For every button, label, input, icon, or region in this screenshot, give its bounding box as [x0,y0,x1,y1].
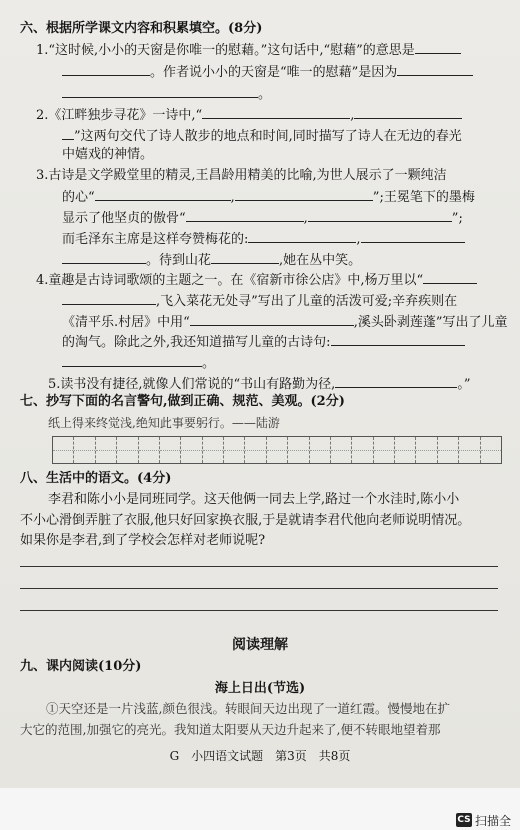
blank [331,332,465,346]
q3-line-4: 而毛泽东主席是这样夸赞梅花的: , [62,229,465,249]
s8-paragraph-line-3: 如果你是李君,到了学校会怎样对老师说呢? [20,533,266,548]
s8-paragraph-line-2: 不小心滑倒弄脏了衣服,他只好回家换衣服,于是就请李君代他向老师说明情况。 [20,513,471,528]
section-8-title: 八、生活中的语文。(4分) [20,471,172,486]
blank [202,105,350,119]
writing-box[interactable] [352,437,373,463]
q4-line-5: 。 [62,353,215,373]
q1-line-3: 。 [62,84,271,104]
writing-box[interactable] [203,437,224,463]
writing-box[interactable] [438,437,459,463]
blank [335,374,457,388]
writing-box[interactable] [74,437,95,463]
viewer-bottom-bar [0,788,520,830]
q1-line-2: 。作者说小小的天窗是“唯一的慰藉”是因为 [62,62,473,82]
blank [62,250,146,264]
q3-line-5: 。待到山花 ,她在丛中笑。 [62,250,361,270]
q4-line-3: 《清平乐.村居》中用“ ,溪头卧剥莲蓬”写出了儿童 [62,312,508,332]
q2-line-3: 中嬉戏的神情。 [62,147,154,162]
blank [190,312,354,326]
answer-line[interactable] [20,588,498,589]
q3-line-3: 显示了他坚贞的傲骨“ , ”; [62,208,463,228]
blank [423,270,477,284]
page-footer: G 小四语文试题 第3页 共8页 [169,749,351,763]
blank [415,40,461,54]
blank [361,229,465,243]
q2-line-2: ”这两句交代了诗人散步的地点和时间,同时描写了诗人在无边的春光 [62,126,462,146]
camscanner-watermark [456,811,520,829]
writing-box[interactable] [481,437,501,463]
writing-box[interactable] [53,437,74,463]
q1-line-1: 1.“这时候,小小的天窗是你唯一的慰藉。”这句话中,“慰藉”的意思是 [36,40,461,60]
blank [62,291,156,305]
camscanner-label: 扫描全 [475,813,512,828]
writing-box[interactable] [459,437,480,463]
passage-line-1: ①天空还是一片浅蓝,颜色很浅。转眼间天边出现了一道红霞。慢慢地在扩 [46,701,450,716]
blank [354,105,462,119]
blank [308,208,452,222]
answer-line[interactable] [20,566,498,567]
q5-line: 5.读书没有捷径,就像人们常说的“书山有路勤为径, 。” [48,374,470,394]
reading-section-title: 阅读理解 [232,637,288,653]
blank [211,250,279,264]
blank [62,84,258,98]
writing-box[interactable] [245,437,266,463]
q3-line-2: 的心“ , ”;王冕笔下的墨梅 [62,187,475,207]
writing-box[interactable] [96,437,117,463]
section-7-title: 七、抄写下面的名言警句,做到正确、规范、美观。(2分) [20,394,345,409]
writing-box[interactable] [416,437,437,463]
blank [62,126,74,140]
q3-line-1: 3.古诗是文学殿堂里的精灵,王昌龄用精美的比喻,为世人展示了一颗纯洁 [36,168,447,183]
blank [95,187,231,201]
blank [186,208,304,222]
writing-box[interactable] [267,437,288,463]
writing-box[interactable] [181,437,202,463]
blank [62,353,202,367]
writing-box[interactable] [117,437,138,463]
q2-line-1: 2.《江畔独步寻花》一诗中,“ , [36,105,462,125]
camscanner-logo-icon: CS [457,815,471,825]
section-6-title: 六、根据所学课文内容和积累填空。(8分) [20,21,263,36]
q4-line-4: 的淘气。除此之外,我还知道描写儿童的古诗句: [62,332,465,352]
q4-line-1: 4.童趣是古诗词歌颂的主题之一。在《宿新市徐公店》中,杨万里以“ [36,270,477,290]
blank [248,229,356,243]
s8-paragraph-line-1: 李君和陈小小是同班同学。这天他俩一同去上学,路过一个水洼时,陈小小 [48,492,460,507]
writing-box[interactable] [139,437,160,463]
blank [397,62,473,76]
passage-title: 海上日出(节选) [214,681,306,696]
writing-box[interactable] [395,437,416,463]
writing-box[interactable] [288,437,309,463]
answer-line[interactable] [20,610,498,611]
quote-text: 纸上得来终觉浅,绝知此事要躬行。——陆游 [48,416,280,430]
writing-box[interactable] [160,437,181,463]
writing-box[interactable] [310,437,331,463]
q4-line-2: ,飞入菜花无处寻”写出了儿童的活泼可爱;辛弃疾则在 [62,291,457,311]
section-9-title: 九、课内阅读(10分) [20,659,142,674]
writing-box[interactable] [374,437,395,463]
blank [62,62,150,76]
blank [235,187,373,201]
writing-box[interactable] [331,437,352,463]
copy-writing-grid[interactable] [52,436,502,464]
passage-line-2: 大它的范围,加强它的亮光。我知道太阳要从天边升起来了,便不转眼地望着那 [20,722,441,737]
writing-box[interactable] [224,437,245,463]
